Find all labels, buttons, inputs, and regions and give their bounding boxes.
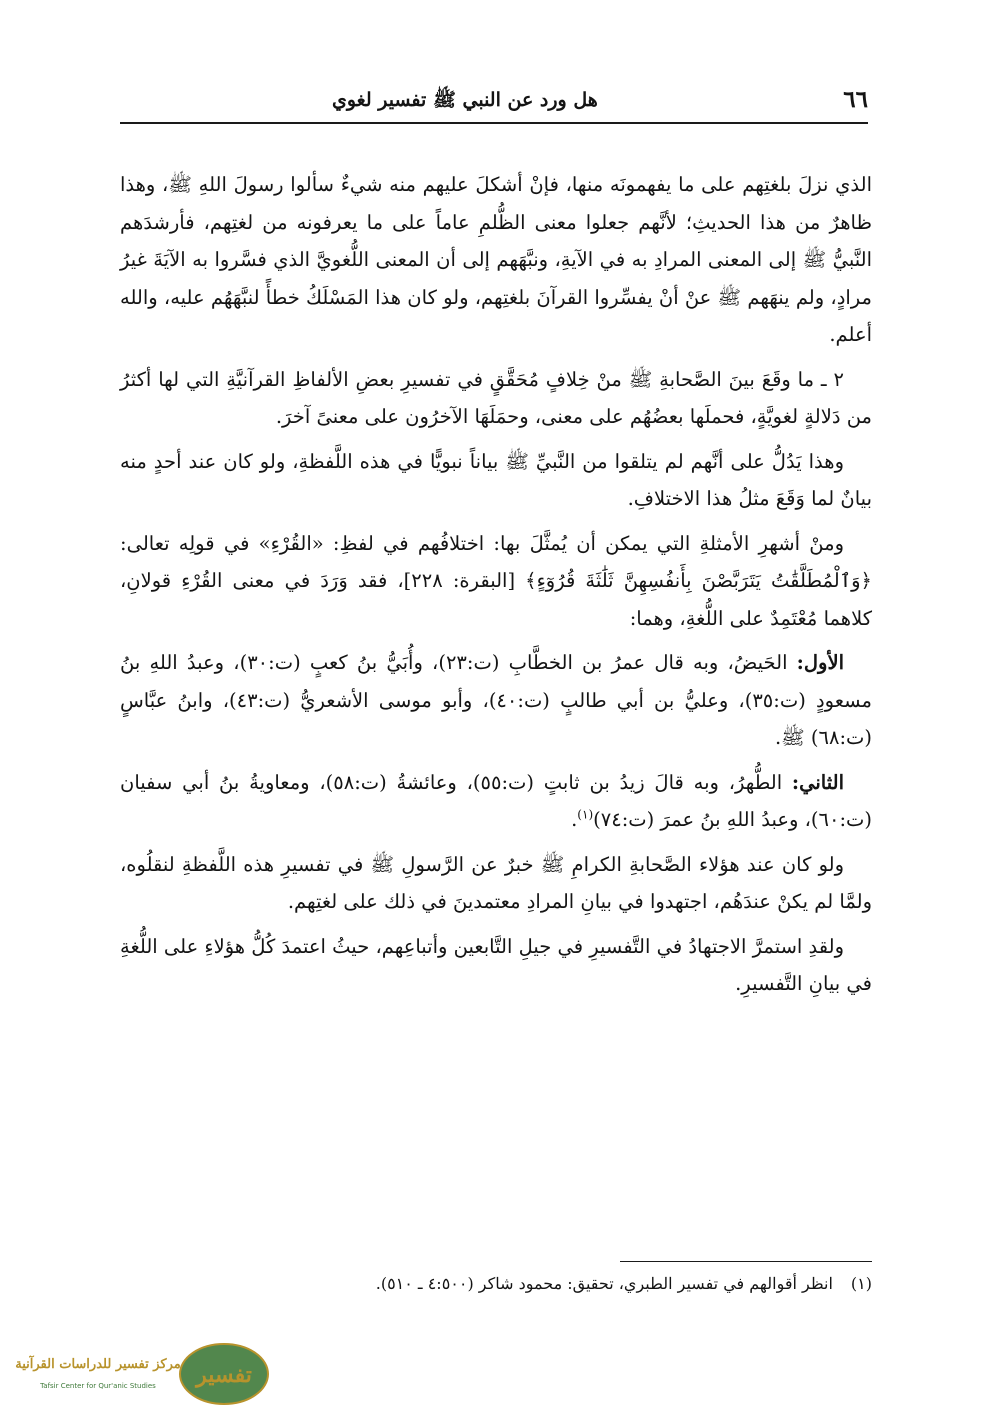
paragraph: ولقدِ استمرَّ الاجتهادُ في التَّفسيرِ في جيلِ التَّابعين وأتباعِهم، حيثُ اعتمدَ كُلُّ هؤلاءِ على اللُّغةِ في بيانِ التَّفسيرِ. xyxy=(120,934,872,995)
paragraph: الذي نزلَ بلغتِهم على ما يفهمونَه منها، فإنْ أشكلَ عليهم منه شيءٌ سألوا رسولَ اللهِ ﷺ، وهذا ظاهرٌ من هذا الحديثِ؛ لأنَّهم جعلوا معنى الظُّلمِ عاماً على ما يعرفونه من لغتِهم، فأرشدَهم النَّبيُّ ﷺ إلى المعنى المرادِ به في الآيةِ، ونبَّهَهم إلى أن المعنى اللُّغويَّ الذي فسَّروا به الآيَةَ غيرُ مرادٍ، ولم ينهَهم ﷺ عنْ أنْ يفسِّروا القرآنَ بلغتِهم، ولو كان هذا المَسْلَكُ خطأً لنبَّهَهُم عليه، والله أعلم. xyxy=(120,173,872,346)
footnote xyxy=(120,1274,872,1293)
logo-word: تفسير xyxy=(196,1362,252,1388)
paragraph-second-opinion: الثاني: الطُّهرُ، وبه قالَ زيدُ بن ثابتٍ (ت:٥٥)، وعائشةُ (ت:٥٨)، ومعاويةُ بنُ أبي سفيان (ت:٦٠)، وعبدُ اللهِ بنُ عمرَ (ت:٧٤)$^{(١)}$. xyxy=(120,770,872,831)
opinion-text: الطُّهرُ، وبه قالَ زيدُ بن ثابتٍ (ت:٥٥)، وعائشةُ (ت:٥٨)، ومعاويةُ بنُ أبي سفيان (ت:٦٠)، وعبدُ اللهِ بنُ عمرَ (ت:٧٤) xyxy=(120,770,872,831)
body-text xyxy=(120,166,872,1010)
paragraph: ولو كان عند هؤلاء الصَّحابةِ الكرامِ ﷺ خبرٌ عن الرَّسولِ ﷺ في تفسيرِ هذه اللَّفظةِ لنقلُوه، ولمَّا لم يكنْ عندَهُم، اجتهدوا في بيانِ المرادِ معتمدينَ في ذلك على لغتِهم. xyxy=(120,852,872,913)
logo-english-name: Tafsir Center for Qur'anic Studies xyxy=(40,1382,156,1390)
footnote-separator xyxy=(620,1261,872,1262)
page-header xyxy=(120,80,868,124)
paragraph: ٢ ـ ما وقَعَ بينَ الصَّحابةِ ﷺ منْ خِلافٍ مُحَقَّقٍ في تفسيرِ بعضِ الألفاظِ القرآنيَّةِ التي لها أكثرُ من دَلالةٍ لغويَّةٍ، فحملَها بعضُهُم على معنى، وحمَلَهَا الآخرُون على معنىً آخرَ. xyxy=(120,367,872,428)
logo-arabic-name: مركز تفسير للدراسات القرآنية xyxy=(15,1357,181,1372)
opinion-text: الحَيضُ، وبه قال عمرُ بن الخطَّابِ (ت:٢٣)، وأُبَيُّ بنُ كعبٍ (ت:٣٠)، وعبدُ اللهِ بنُ مسعودٍ (ت:٣٥)، وعليُّ بن أبي طالبٍ (ت:٤٠)، وأبو موسى الأشعريُّ (ت:٤٣)، وابنُ عبَّاسٍ (ت:٦٨) ﷺ. xyxy=(120,651,872,749)
footnote-number: (١) xyxy=(850,1274,872,1293)
footnote-ref[interactable]: (١) xyxy=(577,807,594,822)
page-number: ٦٦ xyxy=(843,86,868,113)
publisher-logo xyxy=(14,1338,272,1410)
footnote-text: انظر أقوالهم في تفسير الطبري، تحقيق: محمود شاكر (٤:٥٠٠ ـ ٥١٠). xyxy=(375,1274,833,1293)
paragraph-first-opinion xyxy=(120,644,872,757)
opinion-label: الثاني: xyxy=(791,770,844,794)
paragraph: وهذا يَدُلُّ على أنَّهم لم يتلقوا من النَّبيِّ ﷺ بياناً نبويًّا في هذه اللَّفظةِ، ولو كان عند أحدٍ منه بيانٌ لما وَقَعَ مثلُ هذا الاختلافِ. xyxy=(120,449,872,510)
running-title: هل ورد عن النبي ﷺ تفسير لغوي xyxy=(332,89,598,111)
opinion-label: الأول: xyxy=(796,651,844,674)
paragraph: ومنْ أشهرِ الأمثلةِ التي يمكن أن يُمثَّلَ بها: اختلافُهم في لفظِ: «القُرْءِ» في قولِه تعالى: ﴿وَٱلْمُطَلَّقَٰتُ يَتَرَبَّصْنَ بِأَنفُسِهِنَّ ثَلَٰثَةَ قُرُوٓءٍ﴾ [البقرة: ٢٢٨]، فقد وَرَدَ في معنى القُرْءِ قولانِ، كلاهما مُعْتَمِدٌ على اللُّغةِ، وهما: xyxy=(120,531,872,630)
logo-graphic xyxy=(14,1338,272,1410)
